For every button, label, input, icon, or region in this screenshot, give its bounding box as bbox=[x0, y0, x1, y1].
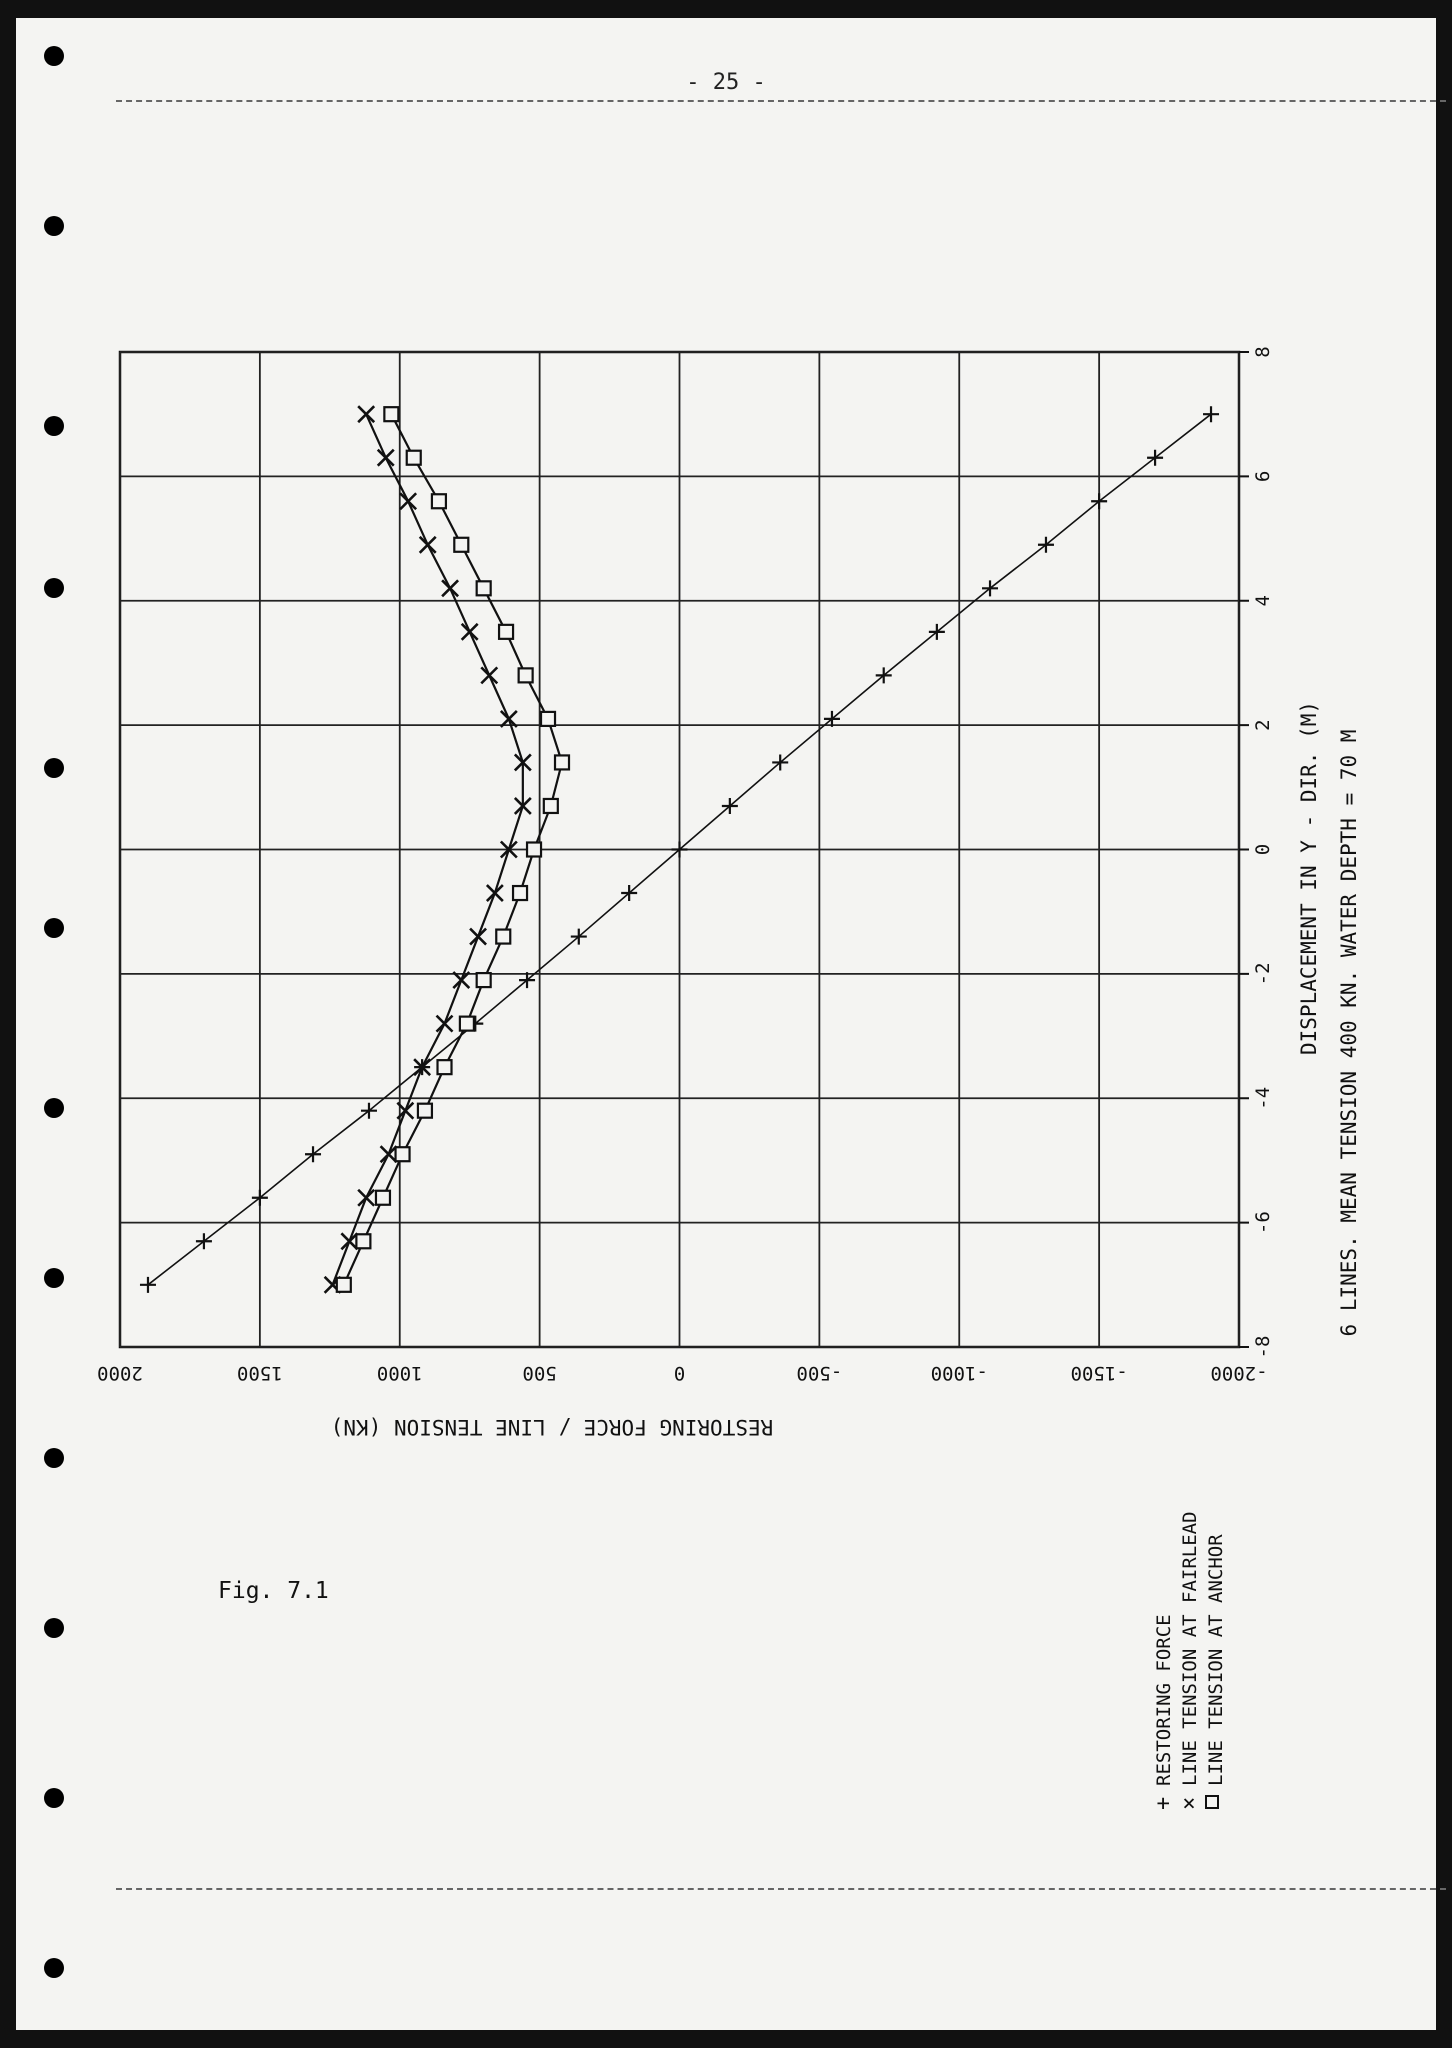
data-point-square bbox=[496, 930, 510, 944]
data-point-square bbox=[384, 407, 398, 421]
y-tick-label: 500 bbox=[522, 1362, 557, 1384]
data-point-plus bbox=[140, 1277, 156, 1293]
data-point-x bbox=[358, 406, 374, 422]
x-tick-label: 2 bbox=[1252, 719, 1274, 731]
y-tick-label: 1500 bbox=[236, 1362, 283, 1384]
data-point-x bbox=[341, 1233, 357, 1249]
data-point-square bbox=[438, 1060, 452, 1074]
data-point-x bbox=[381, 1146, 397, 1162]
x-tick-label: 0 bbox=[1252, 843, 1274, 856]
data-point-x bbox=[462, 624, 478, 640]
x-tick-label: 6 bbox=[1252, 470, 1274, 483]
chart-subtitle: 6 LINES. MEAN TENSION 400 KN. WATER DEPTH = 70 M bbox=[1337, 729, 1361, 1337]
x-axis-label: DISPLACEMENT IN Y - DIR. (M) bbox=[1297, 700, 1321, 1056]
data-point-square bbox=[396, 1147, 410, 1161]
data-point-square bbox=[499, 625, 513, 639]
data-point-square bbox=[460, 1017, 474, 1031]
x-tick-label: -4 bbox=[1252, 1086, 1274, 1110]
data-point-square bbox=[544, 799, 558, 813]
data-point-x bbox=[378, 450, 394, 466]
figure-label: Fig. 7.1 bbox=[218, 1578, 329, 1604]
x-tick-label: 8 bbox=[1252, 346, 1274, 358]
data-point-x bbox=[487, 885, 503, 901]
x-tick-label: -6 bbox=[1252, 1211, 1274, 1235]
data-point-x bbox=[400, 493, 416, 509]
data-point-square bbox=[432, 494, 446, 508]
legend bbox=[1151, 1511, 1227, 1810]
data-point-square bbox=[337, 1278, 351, 1292]
data-point-square bbox=[407, 451, 421, 465]
data-point-square bbox=[527, 843, 541, 857]
data-point-square bbox=[555, 755, 569, 769]
data-point-x bbox=[442, 580, 458, 596]
data-point-x bbox=[420, 537, 436, 553]
data-point-square bbox=[513, 886, 527, 900]
y-tick-label: -1000 bbox=[930, 1362, 988, 1384]
x-tick-label: -8 bbox=[1252, 1335, 1274, 1359]
data-point-square bbox=[519, 668, 533, 682]
legend-label-anchor: LINE TENSION AT ANCHOR bbox=[1205, 1534, 1227, 1786]
y-tick-label: -1500 bbox=[1070, 1362, 1128, 1384]
data-point-square bbox=[541, 712, 555, 726]
data-point-x bbox=[481, 667, 497, 683]
data-point-x bbox=[358, 1190, 374, 1206]
legend-marker-x: × bbox=[1177, 1796, 1202, 1810]
data-point-square bbox=[418, 1104, 432, 1118]
data-point-square bbox=[477, 581, 491, 595]
y-tick-label: 2000 bbox=[97, 1362, 143, 1384]
y-tick-label: 1000 bbox=[376, 1362, 423, 1384]
y-tick-label: -2000 bbox=[1210, 1362, 1268, 1384]
x-tick-label: 4 bbox=[1252, 595, 1274, 607]
y-axis-label: RESTORING FORCE / LINE TENSION (KN) bbox=[330, 1415, 774, 1439]
data-point-square bbox=[356, 1234, 370, 1248]
data-point-plus bbox=[1147, 450, 1163, 466]
data-point-square bbox=[376, 1191, 390, 1205]
legend-label-restoring-force: RESTORING FORCE bbox=[1153, 1614, 1175, 1786]
data-point-square bbox=[477, 973, 491, 987]
chart bbox=[16, 18, 1436, 2030]
legend-marker-plus: + bbox=[1151, 1796, 1176, 1810]
y-tick-label: -500 bbox=[796, 1362, 843, 1384]
data-point-square bbox=[454, 538, 468, 552]
y-tick-label: 0 bbox=[673, 1362, 686, 1384]
data-point-x bbox=[470, 929, 486, 945]
data-point-plus bbox=[1203, 406, 1219, 422]
data-point-plus bbox=[196, 1233, 212, 1249]
legend-marker-square bbox=[1206, 1796, 1218, 1808]
x-tick-label: -2 bbox=[1252, 962, 1274, 986]
data-point-x bbox=[437, 1016, 453, 1032]
page-number: - 25 - bbox=[686, 70, 766, 95]
document-page bbox=[16, 18, 1436, 2030]
legend-label-fairlead: LINE TENSION AT FAIRLEAD bbox=[1179, 1511, 1201, 1786]
